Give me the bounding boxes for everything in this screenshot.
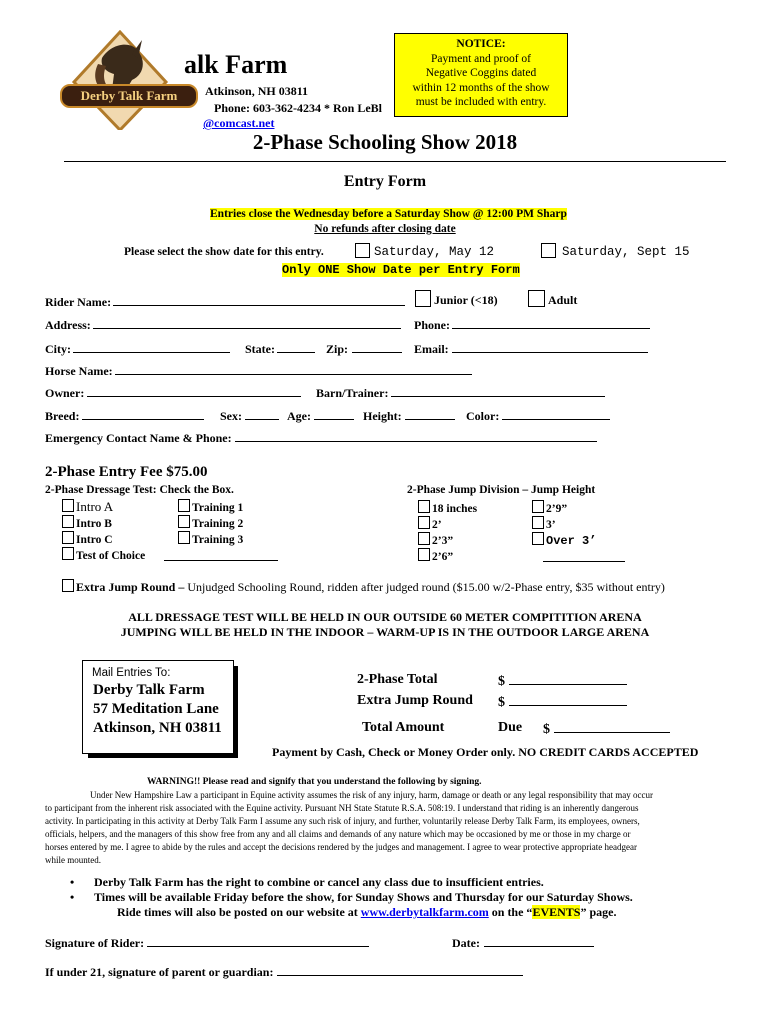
bullet-icon: • bbox=[70, 890, 75, 904]
show-date-sept-label: Saturday, Sept 15 bbox=[562, 245, 690, 259]
notice-line: Negative Coggins dated bbox=[425, 67, 537, 79]
checkbox-icon bbox=[178, 515, 190, 528]
emergency-row: Emergency Contact Name & Phone: bbox=[45, 429, 597, 446]
total-amount-field[interactable]: $ bbox=[543, 720, 670, 738]
emergency-field[interactable] bbox=[235, 429, 597, 442]
jump-option[interactable]: 2’9” bbox=[532, 500, 567, 515]
training-option[interactable]: Training 2 bbox=[178, 515, 243, 530]
warning-text: Under New Hampshire Law a participant in Equine activity assumes the risk of any injury, harm, damage or death or any legal responsibility that may occur bbox=[90, 790, 653, 800]
farm-address: Atkinson, NH 03811 bbox=[205, 84, 309, 98]
jump-other-blank[interactable] bbox=[543, 561, 625, 562]
bullet-item: • Derby Talk Farm has the right to combine or cancel any class due to insufficient entries. bbox=[70, 875, 544, 889]
phone-row: Phone: bbox=[414, 316, 650, 333]
barn-trainer-field[interactable] bbox=[391, 384, 605, 397]
only-one-date: Only ONE Show Date per Entry Form bbox=[282, 263, 520, 277]
checkbox-icon bbox=[418, 516, 430, 529]
mail-street: 57 Meditation Lane bbox=[93, 701, 219, 717]
city-field[interactable] bbox=[73, 340, 230, 353]
warning-text: horses entered by me. I agree to abide by the rules and accept the decisions rendered by the judges and management. I agree to wear protective appropriate headgear bbox=[45, 842, 637, 852]
total-amount-label: Total Amount bbox=[362, 720, 445, 735]
page-title: 2-Phase Schooling Show 2018 bbox=[252, 130, 518, 154]
zip-field[interactable] bbox=[352, 340, 402, 353]
age-row: Age: bbox=[287, 407, 354, 424]
jump-option[interactable]: 2’3” bbox=[418, 532, 453, 547]
notice-line: must be included with entry. bbox=[415, 96, 547, 108]
phone-field[interactable] bbox=[452, 316, 650, 329]
logo-banner bbox=[60, 84, 198, 108]
mail-box bbox=[82, 660, 234, 754]
notice-title: NOTICE: bbox=[456, 38, 506, 50]
mail-name: Derby Talk Farm bbox=[93, 682, 205, 698]
ride-times: Ride times will also be posted on our website at www.derbytalkfarm.com on the “EVENTS” page. bbox=[117, 905, 617, 919]
color-field[interactable] bbox=[502, 407, 610, 420]
phase-total-label: 2-Phase Total bbox=[357, 672, 438, 687]
notice-line: Payment and proof of bbox=[431, 52, 531, 65]
color-row: Color: bbox=[466, 407, 610, 424]
date-field[interactable] bbox=[484, 934, 594, 947]
checkbox-icon bbox=[532, 532, 544, 545]
sex-row: Sex: bbox=[220, 407, 279, 424]
zip-row: Zip: bbox=[326, 340, 402, 357]
rider-name-field[interactable] bbox=[113, 293, 405, 306]
mail-city: Atkinson, NH 03811 bbox=[93, 720, 222, 736]
farm-email[interactable]: @comcast.net bbox=[203, 116, 275, 130]
farm-phone: Phone: 603-362-4234 * Ron LeBl bbox=[214, 101, 382, 115]
address-field[interactable] bbox=[93, 316, 401, 329]
notice-box bbox=[394, 33, 568, 117]
checkbox-icon bbox=[418, 500, 430, 513]
owner-field[interactable] bbox=[87, 384, 301, 397]
sex-field[interactable] bbox=[245, 407, 279, 420]
farm-name: alk Farm bbox=[184, 50, 288, 79]
due-label: Due bbox=[498, 720, 523, 735]
owner-row: Owner: bbox=[45, 384, 301, 401]
adult-checkbox[interactable] bbox=[528, 290, 545, 310]
rider-signature-row: Signature of Rider: bbox=[45, 934, 369, 951]
title-rule bbox=[64, 161, 726, 162]
jump-title: 2-Phase Jump Division – Jump Height bbox=[407, 484, 596, 496]
dressage-option[interactable]: Test of Choice bbox=[62, 547, 145, 562]
state-row: State: bbox=[245, 340, 315, 357]
website-link[interactable]: www.derbytalkfarm.com bbox=[360, 905, 489, 919]
checkbox-icon bbox=[532, 516, 544, 529]
checkbox-icon bbox=[62, 579, 74, 592]
checkbox-icon bbox=[532, 500, 544, 513]
warning-text: activity. In participating in this activity at Derby Talk Farm I assume any such risk of injury, and further, voluntarily release Derby Talk Farm, its employees, owners, bbox=[45, 816, 640, 826]
breed-row: Breed: bbox=[45, 407, 204, 424]
address-row: Address: bbox=[45, 316, 401, 333]
date-row: Date: bbox=[452, 934, 594, 951]
checkbox-icon bbox=[418, 548, 430, 561]
junior-checkbox[interactable] bbox=[415, 290, 431, 310]
checkbox-icon bbox=[178, 499, 190, 512]
arena-line: ALL DRESSAGE TEST WILL BE HELD IN OUR OUTSIDE 60 METER COMPITITION ARENA bbox=[128, 610, 642, 624]
show-date-sept-checkbox[interactable] bbox=[541, 243, 556, 261]
age-field[interactable] bbox=[314, 407, 354, 420]
email-field[interactable] bbox=[452, 340, 648, 353]
junior-label: Junior (<18) bbox=[434, 293, 498, 307]
dressage-option[interactable]: Intro A bbox=[62, 499, 113, 515]
city-row: City: bbox=[45, 340, 230, 357]
warning-text: to participant from the inherent risk associated with the Equine activity. Pursuant NH State Statute R.S.A. 508:19. I understand that riding is an inherently dangerous bbox=[45, 803, 639, 813]
extra-jump-round[interactable]: Extra Jump Round – Unjudged Schooling Round, ridden after judged round ($15.00 w/2-Phase entry, $35 without entry) bbox=[62, 579, 665, 595]
show-date-may-label: Saturday, May 12 bbox=[374, 245, 495, 259]
jump-option[interactable]: 2’ bbox=[418, 516, 442, 531]
horse-name-row: Horse Name: bbox=[45, 362, 472, 379]
checkbox-icon bbox=[62, 531, 74, 544]
guardian-signature-row: If under 21, signature of parent or guardian: bbox=[45, 963, 523, 980]
dressage-option[interactable]: Intro B bbox=[62, 515, 112, 530]
breed-field[interactable] bbox=[82, 407, 204, 420]
training-option[interactable]: Training 3 bbox=[178, 531, 243, 546]
entries-close: Entries close the Wednesday before a Saturday Show @ 12:00 PM Sharp bbox=[210, 208, 567, 220]
mail-label: Mail Entries To: bbox=[92, 667, 171, 679]
height-row: Height: bbox=[363, 407, 455, 424]
jump-option[interactable]: Over 3’ bbox=[532, 532, 596, 548]
extra-round-label: Extra Jump Round bbox=[357, 693, 473, 708]
adult-label: Adult bbox=[548, 293, 578, 307]
bullet-icon: • bbox=[70, 875, 75, 889]
horse-name-field[interactable] bbox=[115, 362, 472, 375]
guardian-signature-field[interactable] bbox=[277, 963, 523, 976]
state-field[interactable] bbox=[277, 340, 315, 353]
jump-option[interactable]: 3’ bbox=[532, 516, 556, 531]
height-field[interactable] bbox=[405, 407, 455, 420]
show-date-prompt: Please select the show date for this entry. bbox=[124, 246, 324, 258]
rider-name-row: Rider Name: bbox=[45, 293, 405, 310]
jump-option[interactable]: 2’6” bbox=[418, 548, 453, 563]
fee-title: 2-Phase Entry Fee $75.00 bbox=[45, 464, 208, 480]
jump-option[interactable]: 18 inches bbox=[418, 500, 477, 515]
arena-line: JUMPING WILL BE HELD IN THE INDOOR – WARM-UP IS IN THE OUTDOOR LARGE ARENA bbox=[120, 625, 650, 639]
training-option[interactable]: Training 1 bbox=[178, 499, 243, 514]
dressage-option[interactable]: Intro C bbox=[62, 531, 113, 546]
checkbox-icon bbox=[178, 531, 190, 544]
phase-total-field[interactable]: $ bbox=[498, 672, 627, 690]
checkbox-icon bbox=[62, 515, 74, 528]
logo-text: Derby Talk Farm bbox=[80, 88, 178, 103]
notice-line: within 12 months of the show bbox=[412, 81, 550, 94]
logo bbox=[62, 30, 182, 130]
show-date-may-checkbox[interactable] bbox=[355, 243, 370, 261]
extra-round-field[interactable]: $ bbox=[498, 693, 627, 711]
payment-note: Payment by Cash, Check or Money Order only. NO CREDIT CARDS ACCEPTED bbox=[272, 745, 699, 759]
rider-signature-field[interactable] bbox=[147, 934, 369, 947]
checkbox-icon bbox=[418, 532, 430, 545]
test-of-choice-blank[interactable] bbox=[164, 560, 278, 561]
events-highlight: EVENTS bbox=[532, 905, 581, 919]
dressage-title: 2-Phase Dressage Test: Check the Box. bbox=[45, 484, 234, 496]
checkbox-icon bbox=[62, 499, 74, 512]
no-refunds: No refunds after closing date bbox=[314, 223, 456, 235]
warning-text: while mounted. bbox=[45, 855, 101, 865]
bullet-item: • Times will be available Friday before the show, for Sunday Shows and Thursday for our Saturday Shows. bbox=[70, 890, 633, 904]
warning-title: WARNING!! Please read and signify that you understand the following by signing. bbox=[147, 777, 482, 787]
barn-trainer-row: Barn/Trainer: bbox=[316, 384, 605, 401]
form-subtitle: Entry Form bbox=[343, 173, 427, 190]
email-row: Email: bbox=[414, 340, 648, 357]
warning-text: officials, helpers, and the managers of this show free from any and all claims and demands of any nature which may be occasioned by me or those in my charge or bbox=[45, 829, 631, 839]
horse-logo-icon bbox=[62, 30, 182, 130]
checkbox-icon bbox=[62, 547, 74, 560]
